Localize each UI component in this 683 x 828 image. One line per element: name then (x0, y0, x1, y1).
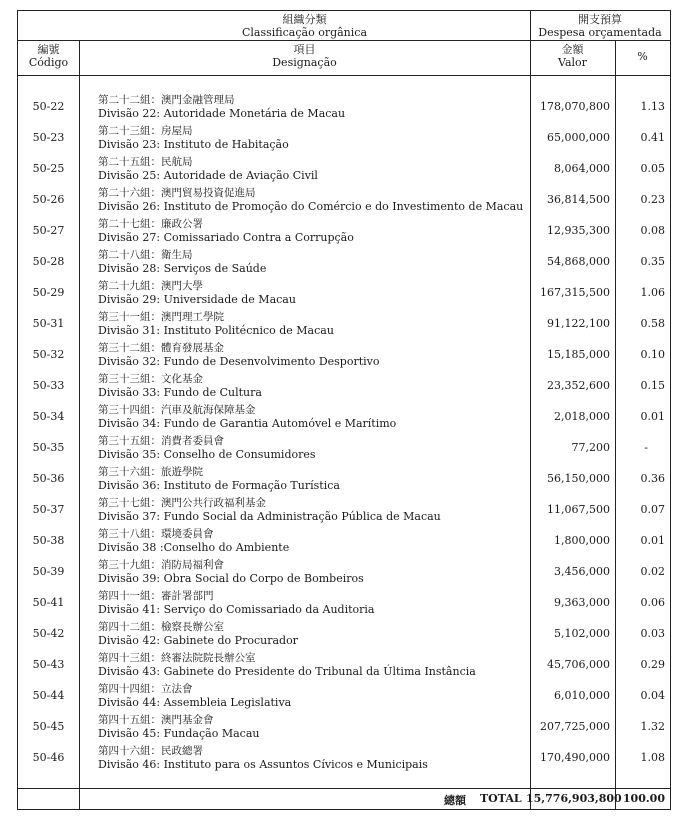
row-percent: 0.36 (640, 472, 665, 485)
row-designation-pt: Divisão 27: Comissariado Contra a Corrupção (98, 231, 354, 244)
row-designation-zh: 第二十八組：衛生局 (98, 249, 193, 261)
row-code: 50-31 (32, 317, 65, 330)
row-designation-zh: 第三十二組：體育發展基金 (98, 342, 224, 354)
row-designation-pt: Divisão 36: Instituto de Formação Turística (98, 479, 340, 492)
table-row (18, 246, 670, 277)
pct-header: % (637, 50, 648, 63)
row-percent: 0.04 (640, 689, 665, 702)
total-value: 15,776,903,800 (526, 792, 622, 805)
row-code: 50-28 (32, 255, 65, 268)
table-row (18, 122, 670, 153)
row-designation-zh: 第三十六組：旅遊學院 (98, 466, 203, 478)
table-row (18, 494, 670, 525)
row-code: 50-34 (32, 410, 65, 423)
table-row (18, 742, 670, 773)
table-row (18, 339, 670, 370)
row-percent: 1.32 (640, 720, 665, 733)
row-designation-pt: Divisão 25: Autoridade de Aviação Civil (98, 169, 318, 182)
row-designation-zh: 第三十三組：文化基金 (98, 373, 203, 385)
row-designation-pt: Divisão 29: Universidade de Macau (98, 293, 296, 306)
value-header (530, 43, 615, 69)
row-designation-pt: Divisão 33: Fundo de Cultura (98, 386, 262, 399)
row-value: 91,122,100 (547, 317, 610, 330)
table-row (18, 91, 670, 122)
row-designation-pt: Divisão 39: Obra Social do Corpo de Bombeiros (98, 572, 364, 585)
org-header (79, 13, 530, 39)
code-header-pt: Código (28, 56, 69, 69)
row-designation-pt: Divisão 26: Instituto de Promoção do Comércio e do Investimento de Macau (98, 200, 524, 213)
row-value: 77,200 (571, 441, 610, 454)
row-percent: 0.41 (640, 131, 665, 144)
table-row (18, 463, 670, 494)
row-percent: 1.13 (640, 100, 665, 113)
org-header-zh: 組織分類 (282, 13, 327, 26)
code-header (18, 43, 79, 69)
table-row (18, 184, 670, 215)
total-percent: 100.00 (622, 792, 665, 805)
row-designation-zh: 第四十二組：檢察長辦公室 (98, 621, 224, 633)
table-row (18, 680, 670, 711)
table-row (18, 556, 670, 587)
row-code: 50-23 (32, 131, 65, 144)
total-label-pt: TOTAL (480, 792, 522, 805)
row-designation-zh: 第三十七組：澳門公共行政福利基金 (98, 497, 266, 509)
row-code: 50-44 (32, 689, 65, 702)
row-code: 50-41 (32, 596, 65, 609)
row-designation-pt: Divisão 43: Gabinete do Presidente do Tribunal da Última Instância (98, 665, 476, 678)
row-designation-pt: Divisão 38 :Conselho do Ambiente (98, 541, 290, 554)
row-code: 50-46 (32, 751, 65, 764)
item-header-zh: 項目 (293, 43, 316, 56)
row-value: 36,814,500 (547, 193, 610, 206)
table-row (18, 587, 670, 618)
row-designation-zh: 第二十三組：房屋局 (98, 125, 193, 137)
value-header-pt: Valor (558, 56, 587, 69)
row-value: 3,456,000 (554, 565, 610, 578)
row-designation-pt: Divisão 44: Assembleia Legislativa (98, 696, 292, 709)
row-value: 12,935,300 (547, 224, 610, 237)
row-designation-zh: 第三十四組：汽車及航海保障基金 (98, 404, 256, 416)
table-row (18, 618, 670, 649)
row-value: 170,490,000 (540, 751, 610, 764)
row-code: 50-27 (32, 224, 65, 237)
row-value: 45,706,000 (547, 658, 610, 671)
row-percent: 1.08 (640, 751, 665, 764)
row-percent: 0.01 (640, 410, 665, 423)
budget-header-zh: 開支預算 (578, 13, 622, 26)
row-percent: 0.02 (640, 565, 665, 578)
row-designation-zh: 第二十二組：澳門金融管理局 (98, 94, 235, 106)
row-code: 50-43 (32, 658, 65, 671)
row-code: 50-35 (32, 441, 65, 454)
row-percent: 0.07 (640, 503, 665, 516)
row-designation-zh: 第二十七組：廉政公署 (98, 218, 203, 230)
table-row (18, 525, 670, 556)
row-designation-zh: 第四十三組：終審法院院長辦公室 (98, 652, 256, 664)
row-code: 50-39 (32, 565, 65, 578)
row-designation-pt: Divisão 34: Fundo de Garantia Automóvel e Marítimo (98, 417, 397, 430)
budget-header (530, 13, 670, 39)
row-code: 50-45 (32, 720, 65, 733)
row-designation-pt: Divisão 37: Fundo Social da Administração Pública de Macau (98, 510, 441, 523)
row-designation-pt: Divisão 35: Conselho de Consumidores (98, 448, 316, 461)
row-designation-pt: Divisão 23: Instituto de Habitação (98, 138, 289, 151)
item-header (79, 43, 530, 69)
row-value: 5,102,000 (554, 627, 610, 640)
row-code: 50-32 (32, 348, 65, 361)
row-code: 50-29 (32, 286, 65, 299)
row-value: 54,868,000 (547, 255, 610, 268)
row-value: 2,018,000 (554, 410, 610, 423)
row-percent: 0.01 (640, 534, 665, 547)
row-percent: 0.08 (640, 224, 665, 237)
row-designation-zh: 第三十八組：環境委員會 (98, 528, 214, 540)
row-percent: 0.05 (640, 162, 665, 175)
row-code: 50-33 (32, 379, 65, 392)
row-code: 50-26 (32, 193, 65, 206)
total-label-zh: 總額 (444, 794, 466, 807)
row-value: 8,064,000 (554, 162, 610, 175)
row-value: 207,725,000 (540, 720, 610, 733)
row-code: 50-38 (32, 534, 65, 547)
row-percent: 0.06 (640, 596, 665, 609)
row-percent: 0.15 (640, 379, 665, 392)
row-value: 9,363,000 (554, 596, 610, 609)
value-header-zh: 金額 (561, 43, 584, 56)
row-percent: 0.03 (640, 627, 665, 640)
table-row (18, 401, 670, 432)
row-value: 11,067,500 (547, 503, 610, 516)
table-row (18, 432, 670, 463)
row-value: 178,070,800 (540, 100, 610, 113)
row-designation-zh: 第二十九組：澳門大學 (98, 280, 203, 292)
row-designation-pt: Divisão 31: Instituto Politécnico de Macau (98, 324, 334, 337)
table-row (18, 370, 670, 401)
row-code: 50-37 (32, 503, 65, 516)
item-header-pt: Designação (272, 56, 337, 69)
table-row (18, 277, 670, 308)
table-row (18, 215, 670, 246)
row-designation-zh: 第四十六組：民政總署 (98, 745, 203, 757)
row-designation-zh: 第三十五組：消費者委員會 (98, 435, 224, 447)
budget-table (17, 10, 671, 810)
row-designation-pt: Divisão 45: Fundação Macau (98, 727, 260, 740)
row-designation-zh: 第二十五組：民航局 (98, 156, 193, 168)
row-designation-pt: Divisão 22: Autoridade Monetária de Macau (98, 107, 346, 120)
row-value: 23,352,600 (547, 379, 610, 392)
row-designation-pt: Divisão 42: Gabinete do Procurador (98, 634, 298, 647)
row-value: 15,185,000 (547, 348, 610, 361)
row-code: 50-25 (32, 162, 65, 175)
table-row (18, 649, 670, 680)
row-designation-zh: 第三十九組：消防局福利會 (98, 559, 224, 571)
row-designation-pt: Divisão 28: Serviços de Saúde (98, 262, 267, 275)
row-percent: 0.35 (640, 255, 665, 268)
row-designation-zh: 第四十五組：澳門基金會 (98, 714, 214, 726)
row-designation-pt: Divisão 32: Fundo de Desenvolvimento Desportivo (98, 355, 380, 368)
row-percent: 0.58 (640, 317, 665, 330)
row-value: 65,000,000 (547, 131, 610, 144)
row-designation-zh: 第二十六組：澳門貿易投資促進局 (98, 187, 256, 199)
row-code: 50-22 (32, 100, 65, 113)
row-percent: 0.10 (640, 348, 665, 361)
header-bottom-rule (18, 75, 670, 76)
row-code: 50-42 (32, 627, 65, 640)
table-row (18, 711, 670, 742)
row-percent: 1.06 (640, 286, 665, 299)
budget-header-pt: Despesa orçamentada (538, 26, 662, 39)
row-designation-pt: Divisão 41: Serviço do Comissariado da Auditoria (98, 603, 375, 616)
table-row (18, 153, 670, 184)
org-header-pt: Classificação orgânica (242, 26, 367, 39)
row-designation-zh: 第四十四組：立法會 (98, 683, 193, 695)
code-header-zh: 編號 (37, 43, 60, 56)
header-divider (18, 40, 670, 41)
total-row (18, 789, 670, 809)
table-row (18, 308, 670, 339)
row-percent: - (644, 441, 648, 454)
row-designation-zh: 第三十一組：澳門理工學院 (98, 311, 224, 323)
row-value: 1,800,000 (554, 534, 610, 547)
row-percent: 0.23 (640, 193, 665, 206)
row-value: 56,150,000 (547, 472, 610, 485)
row-designation-pt: Divisão 46: Instituto para os Assuntos Cívicos e Municipais (98, 758, 428, 771)
row-value: 167,315,500 (540, 286, 610, 299)
row-designation-zh: 第四十一組：審計署部門 (98, 590, 214, 602)
row-code: 50-36 (32, 472, 65, 485)
row-percent: 0.29 (640, 658, 665, 671)
row-value: 6,010,000 (554, 689, 610, 702)
